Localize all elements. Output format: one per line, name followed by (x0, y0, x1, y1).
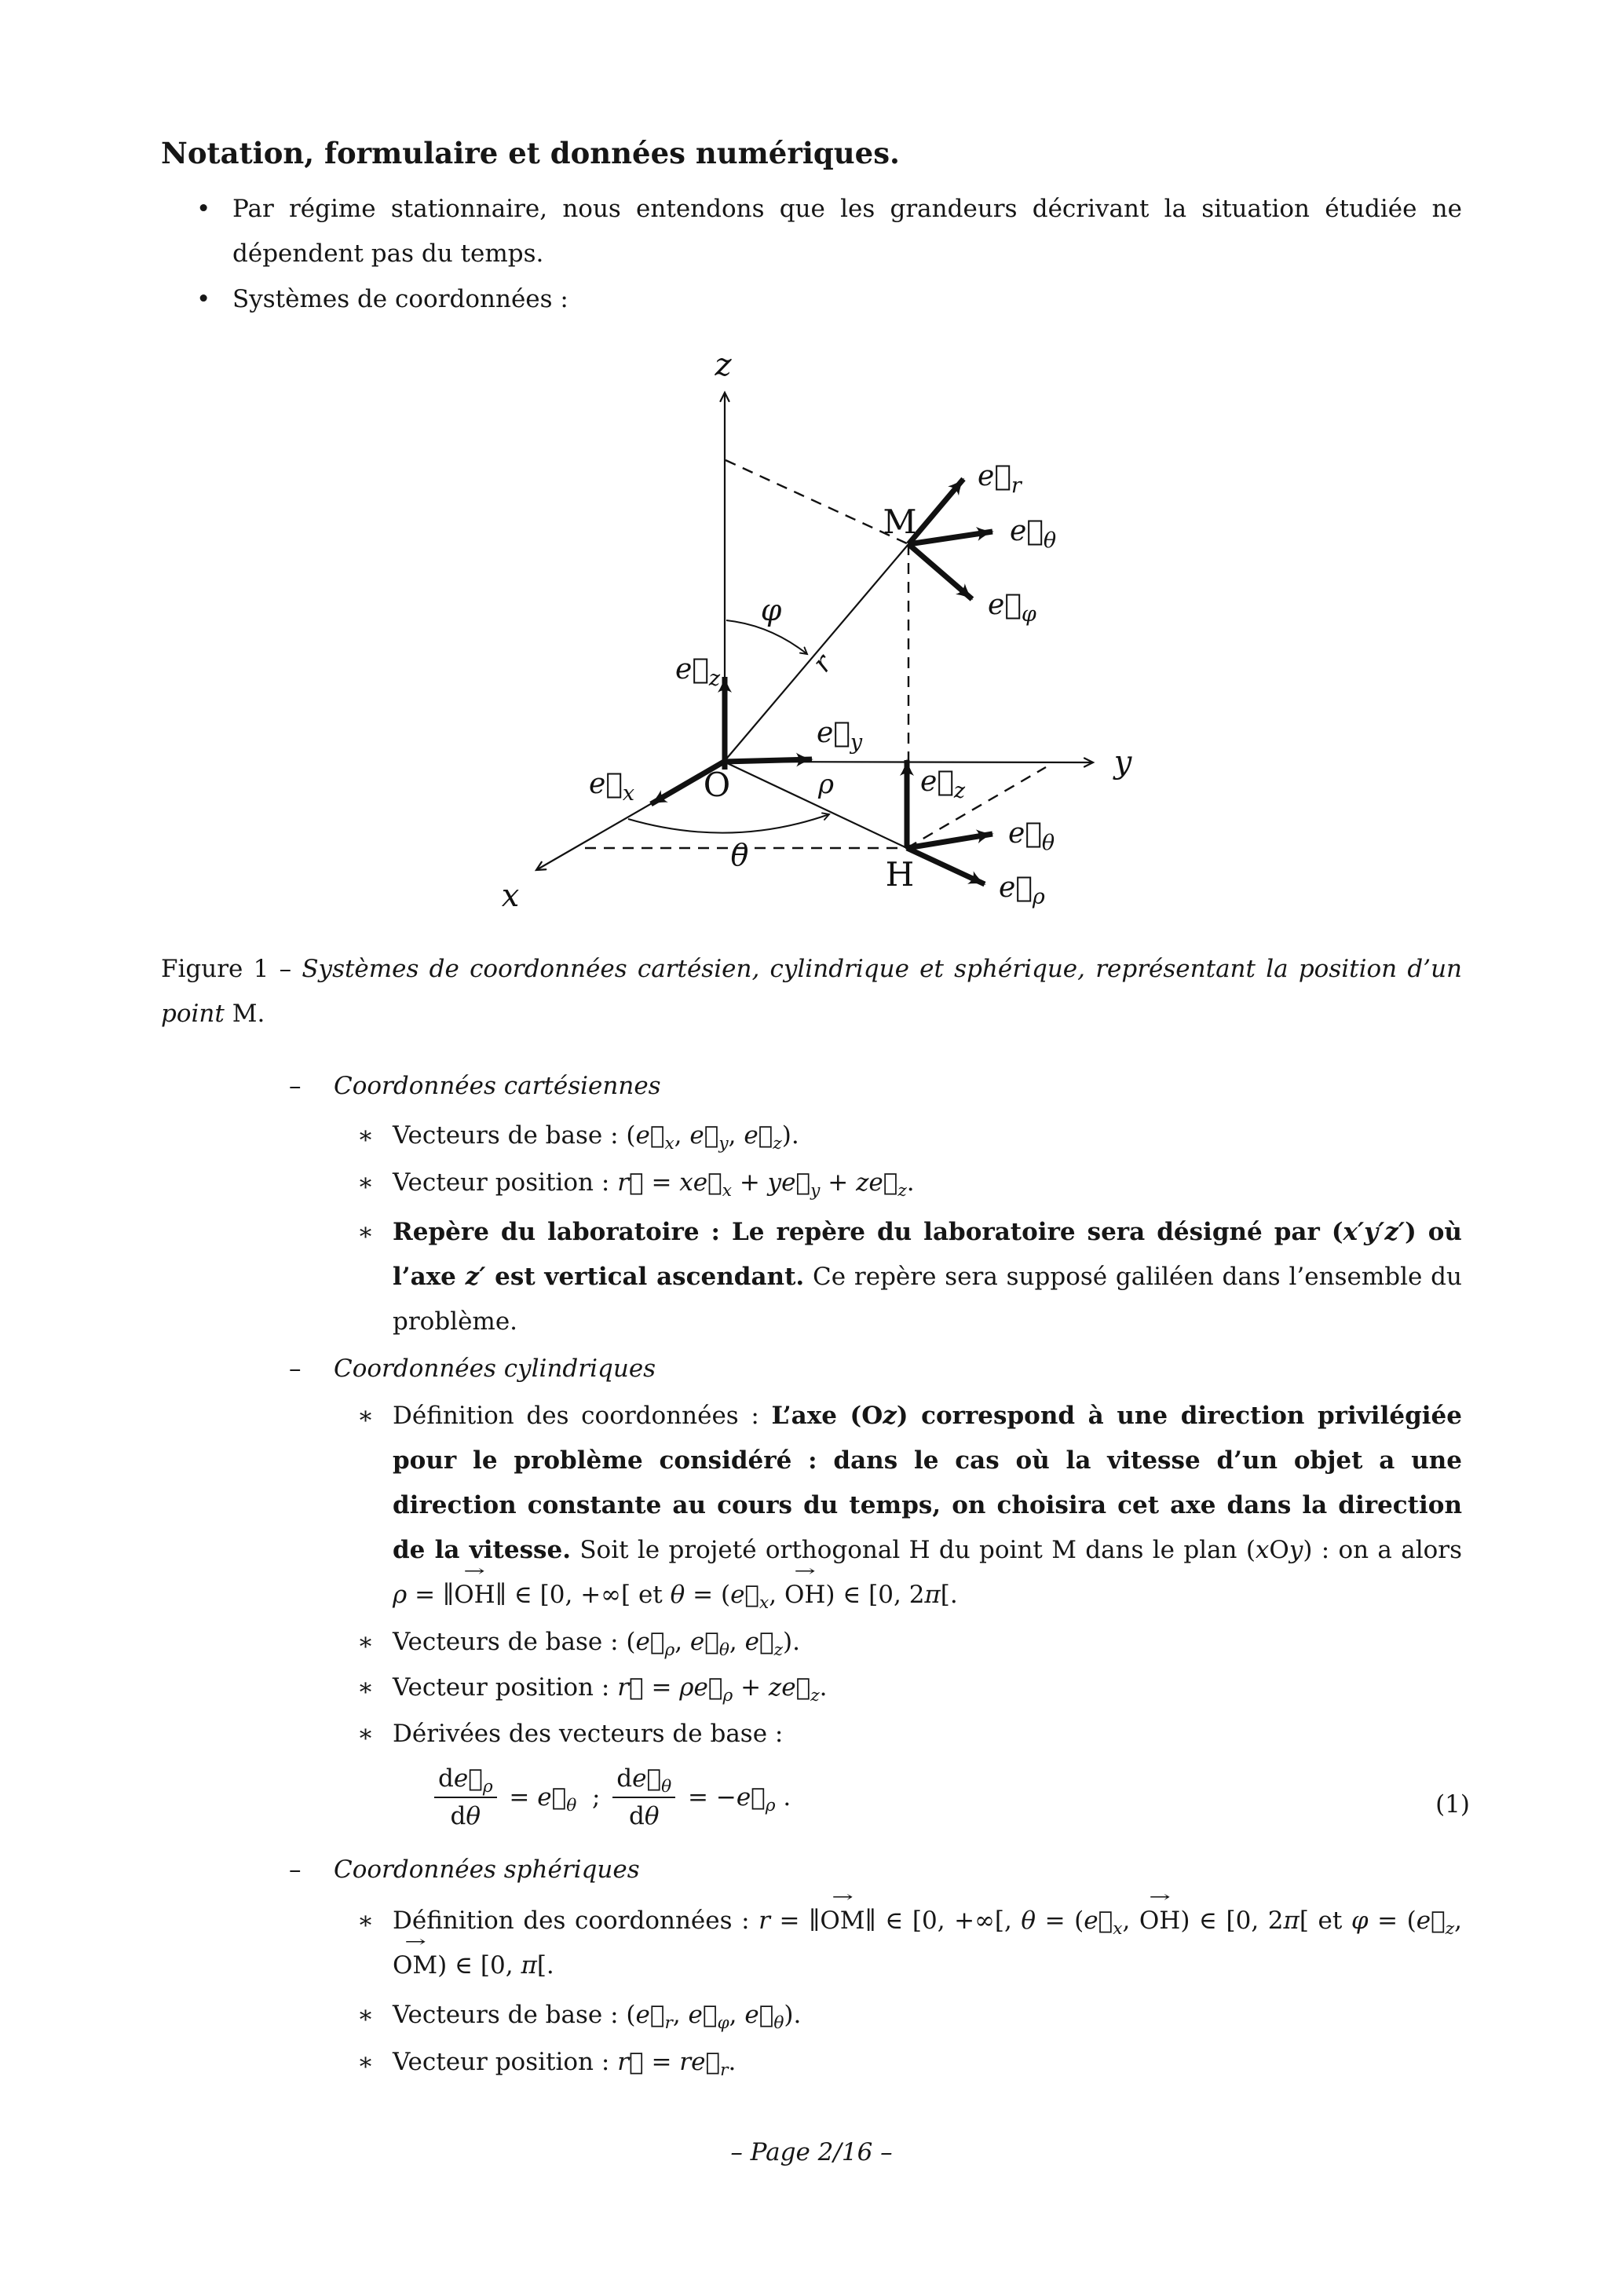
label-phi-angle: φ (760, 593, 782, 627)
section-heading-cartesiennes (289, 1064, 661, 1109)
item-text: Vecteurs de base : ($e⃗_x$, $e⃗_y$, $e⃗_z$). (393, 1121, 799, 1154)
star-marker: ∗ (357, 1673, 375, 1702)
section-heading-spheriques (289, 1848, 640, 1892)
vector-etheta-at-H (907, 834, 992, 848)
list-item (357, 1210, 1462, 1344)
item-text: Vecteur position : r⃗ = $re⃗_r$. (393, 2048, 737, 2081)
figure-caption: Figure 1 – Systèmes de coordonnées cartésien, cylindrique et sphérique, représentant la position d’un point M. (161, 955, 1463, 1028)
item-text: Définition des coordonnées : L’axe (Oz) correspond à une direction privilégiée pour le problème considéré : dans le cas où la vitesse d’un objet a une direction constante au cours du temps, on choisira cet axe dans la direction de la vitesse. Soit le projeté orthogonal H du point M dans le plan (xOy) : on a alors ρ = ∥OH →∥ ∈ [0, +∞[ et $\theta = (e⃗_x$, OH →) ∈ [0, 2π[. (393, 1402, 1462, 1609)
label-vector-etheta-M: $e⃗_\theta$ (1010, 515, 1057, 553)
list-item (357, 1620, 1462, 1665)
label-x-axis: x (501, 878, 520, 914)
bullet-marker: • (196, 285, 211, 313)
section-heading-text: Coordonnées sphériques (334, 1855, 640, 1884)
section-heading-text: Coordonnées cylindriques (334, 1355, 656, 1383)
vector-etheta-at-M (908, 532, 992, 544)
label-vector-ey: $e⃗_y$ (817, 717, 863, 755)
label-vector-ex: $e⃗_x$ (589, 768, 635, 806)
label-vector-etheta-H: $e⃗_\theta$ (1008, 817, 1055, 855)
star-marker: ∗ (357, 1218, 375, 1246)
bullet-text: Par régime stationnaire, nous entendons que les grandeurs décrivant la situation étudiée ne dépendent pas du temps. (232, 195, 1462, 268)
bullet-text: Systèmes de coordonnées : (232, 285, 568, 313)
star-marker: ∗ (357, 1402, 375, 1430)
list-item (357, 1113, 1462, 1158)
list-item (357, 1899, 1463, 1988)
item-text: Définition des coordonnées : r = ∥OM →∥ ∈ [0, +∞[, $\theta = (e⃗_x$, OH →) ∈ [0, 2π[ et $\varphi = (e⃗_z$, OM →) ∈ [0, π[. (393, 1907, 1462, 1980)
label-vector-ez-H: $e⃗_z$ (920, 766, 966, 803)
item-text: Vecteurs de base : ($e⃗_\rho$, $e⃗_\theta$, $e⃗_z$). (393, 1628, 800, 1661)
theta-arc (628, 814, 829, 833)
label-vector-er: $e⃗_r$ (978, 460, 1022, 498)
section-heading-text: Coordonnées cartésiennes (334, 1072, 661, 1100)
line-OH (724, 762, 907, 848)
coordinate-systems-figure (463, 338, 1170, 942)
page-title: Notation, formulaire et données numériques. (161, 136, 900, 170)
dash-marker: – (289, 1855, 302, 1884)
item-text: Dérivées des vecteurs de base : (393, 1720, 784, 1748)
star-marker: ∗ (357, 2001, 375, 2029)
label-vector-ez-origin: $e⃗_z$ (675, 653, 721, 691)
star-marker: ∗ (357, 1628, 375, 1656)
label-rho-coord: ρ (818, 769, 834, 800)
vector-ey (724, 759, 812, 762)
dash-marker: – (289, 1355, 302, 1383)
label-point-M: M (883, 503, 917, 541)
list-item (357, 1161, 1462, 1205)
item-text: Repère du laboratoire : Le repère du laboratoire sera désigné par (x′y′z′) où l’axe z′ est vertical ascendant. Ce repère sera supposé galiléen dans l’ensemble du problème. (393, 1218, 1462, 1336)
page-footer: – Page 2/16 – (730, 2138, 893, 2166)
star-marker: ∗ (357, 1907, 375, 1935)
vector-erho (907, 848, 985, 884)
star-marker: ∗ (357, 2048, 375, 2076)
star-marker: ∗ (357, 1168, 375, 1197)
list-item (357, 2040, 1462, 2085)
list-item (357, 1394, 1462, 1618)
dashed-zaxis-to-M (726, 460, 908, 544)
item-text: Vecteur position : r⃗ = $\rho e⃗_\rho$ + $ze⃗_z$. (393, 1673, 828, 1706)
equation-number: (1) (1435, 1790, 1470, 1819)
list-item (357, 1712, 1462, 1757)
dash-marker: – (289, 1072, 302, 1100)
vector-ephi (908, 544, 972, 599)
equation-derivatives: $\frac{de⃗_\rho}{d\theta}$ = $e⃗_\theta$ ; $\frac{de⃗_\theta}{d\theta}$ = $-e⃗_\rho$ . (430, 1760, 791, 1834)
label-z-axis: z (715, 347, 732, 383)
label-vector-erho: $e⃗_\rho$ (999, 872, 1045, 909)
label-point-H: H (885, 855, 915, 894)
section-heading-cylindriques (289, 1347, 656, 1391)
star-marker: ∗ (357, 1121, 375, 1150)
list-item (357, 1993, 1462, 2038)
label-r-coord: r (806, 648, 839, 679)
label-vector-ephi: $e⃗_\varphi$ (988, 589, 1036, 627)
label-theta-angle: θ (730, 838, 749, 872)
label-origin-O: O (703, 766, 731, 804)
item-text: Vecteur position : r⃗ = $xe⃗_x$ + $ye⃗_y$ + $ze⃗_z$. (393, 1168, 915, 1201)
list-item (357, 1665, 1462, 1710)
item-text: Vecteurs de base : ($e⃗_r$, $e⃗_\varphi$, $e⃗_\theta$). (393, 2001, 802, 2034)
bullet-item-systemes (196, 277, 1462, 322)
star-marker: ∗ (357, 1720, 375, 1748)
bullet-marker: • (196, 195, 211, 223)
bullet-item-regime (196, 187, 1462, 276)
label-y-axis: y (1113, 744, 1132, 781)
